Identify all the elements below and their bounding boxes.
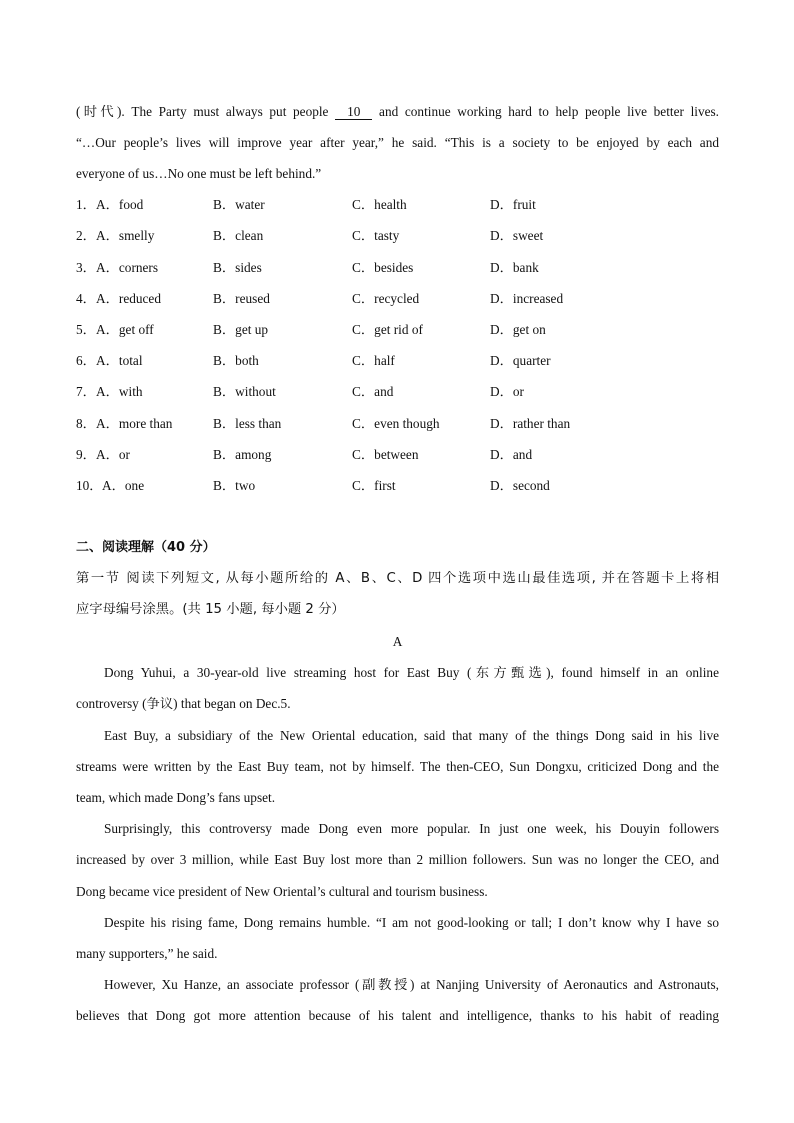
option-d: D．quarter: [490, 353, 551, 368]
option-b: B．clean: [213, 228, 264, 243]
option-b: B．get up: [213, 322, 269, 337]
option-c: C．recycled: [352, 291, 420, 306]
option-a: A．with: [96, 384, 143, 399]
option-a: A．or: [96, 447, 130, 462]
option-b: B．among: [213, 447, 272, 462]
question-number: 8．: [76, 416, 96, 431]
option-row: [76, 227, 719, 245]
option-b: B．reused: [213, 291, 270, 306]
option-b: B．both: [213, 353, 259, 368]
option-row: [76, 352, 719, 370]
option-c: C．between: [352, 447, 419, 462]
option-a: A．more than: [96, 416, 173, 431]
question-number: 4．: [76, 291, 96, 306]
option-b: B．sides: [213, 260, 262, 275]
option-a: A．total: [96, 353, 143, 368]
option-row: [76, 446, 719, 464]
passage-line: streams were written by the East Buy team, not by himself. The then-CEO, Sun Dongxu, criticized Dong and the: [76, 759, 719, 774]
passage-end-line-3: everyone of us…No one must be left behind.”: [76, 166, 322, 181]
question-number: 2．: [76, 228, 96, 243]
text-segment: and continue working hard to help people live better lives.: [379, 104, 720, 119]
question-number: 7．: [76, 384, 96, 399]
passage-line: many supporters,” he said.: [76, 946, 218, 961]
option-row: [76, 259, 719, 277]
passage-line: However, Xu Hanze, an associate professor (副教授) at Nanjing University of Aeronautics and Astronauts,: [104, 977, 719, 992]
passage-end-line-1: [76, 103, 719, 121]
section-instruction-line-2: 应字母编号涂黑。(共 15 小题, 每小题 2 分）: [76, 602, 345, 617]
option-row: [76, 290, 719, 308]
passage-line: team, which made Dong’s fans upset.: [76, 790, 276, 805]
option-c: C．even though: [352, 416, 440, 431]
passage-line: increased by over 3 million, while East Buy lost more than 2 million followers. Sun was no longer the CEO, and: [76, 852, 719, 867]
option-row: [76, 477, 719, 495]
passage-line: Despite his rising fame, Dong remains humble. “I am not good-looking or tall; I don’t know why I have so: [104, 915, 719, 930]
option-row: [76, 321, 719, 339]
option-c: C．half: [352, 353, 395, 368]
passage-line: Dong became vice president of New Oriental’s cultural and tourism business.: [76, 884, 488, 899]
passage-label: A: [392, 634, 403, 649]
passage-end-line-2: “…Our people’s lives will improve year after year,” he said. “This is a society to be enjoyed by each and: [76, 135, 719, 150]
question-number: 9．: [76, 447, 96, 462]
option-d: D．and: [490, 447, 533, 462]
option-row: [76, 383, 719, 401]
option-d: D．fruit: [490, 197, 536, 212]
option-d: D．second: [490, 478, 550, 493]
question-number: 10．: [76, 478, 103, 493]
answer-blank-10: 10: [335, 105, 372, 120]
option-b: B．water: [213, 197, 265, 212]
option-b: B．without: [213, 384, 276, 399]
option-d: D．rather than: [490, 416, 571, 431]
option-a: A．corners: [96, 260, 159, 275]
option-b: B．less than: [213, 416, 282, 431]
option-c: C．besides: [352, 260, 414, 275]
option-a: A．food: [96, 197, 144, 212]
section-title: 二、阅读理解（40 分）: [76, 540, 216, 555]
option-c: C．first: [352, 478, 396, 493]
passage-line: East Buy, a subsidiary of the New Oriental education, said that many of the things Dong said in his live: [104, 728, 719, 743]
option-d: D．increased: [490, 291, 564, 306]
option-d: D．get on: [490, 322, 546, 337]
option-a: A．get off: [96, 322, 154, 337]
question-number: 3．: [76, 260, 96, 275]
passage-line: believes that Dong got more attention because of his talent and intelligence, thanks to his habit of reading: [76, 1008, 719, 1023]
option-a: A．smelly: [96, 228, 155, 243]
option-d: D．bank: [490, 260, 539, 275]
option-c: C．and: [352, 384, 394, 399]
question-number: 5．: [76, 322, 96, 337]
text-segment: (时代). The Party must always put people: [76, 104, 329, 119]
option-row: [76, 196, 719, 214]
section-instruction-line-1: 第一节 阅读下列短文, 从每小题所给的 A、B、C、D 四个选项中选山最佳选项, 并在答题卡上将相: [76, 571, 719, 586]
passage-line: controversy (争议) that began on Dec.5.: [76, 696, 291, 711]
question-number: 1．: [76, 197, 96, 212]
option-a: A．reduced: [96, 291, 161, 306]
passage-line: Dong Yuhui, a 30-year-old live streaming host for East Buy (东方甄选), found himself in an online: [104, 665, 719, 680]
option-a: A．one: [102, 478, 145, 493]
option-d: D．or: [490, 384, 524, 399]
option-row: [76, 415, 719, 433]
option-b: B．two: [213, 478, 256, 493]
option-c: C．health: [352, 197, 407, 212]
option-c: C．tasty: [352, 228, 400, 243]
question-number: 6．: [76, 353, 96, 368]
option-c: C．get rid of: [352, 322, 423, 337]
option-d: D．sweet: [490, 228, 544, 243]
passage-line: Surprisingly, this controversy made Dong even more popular. In just one week, his Douyin followers: [104, 821, 719, 836]
